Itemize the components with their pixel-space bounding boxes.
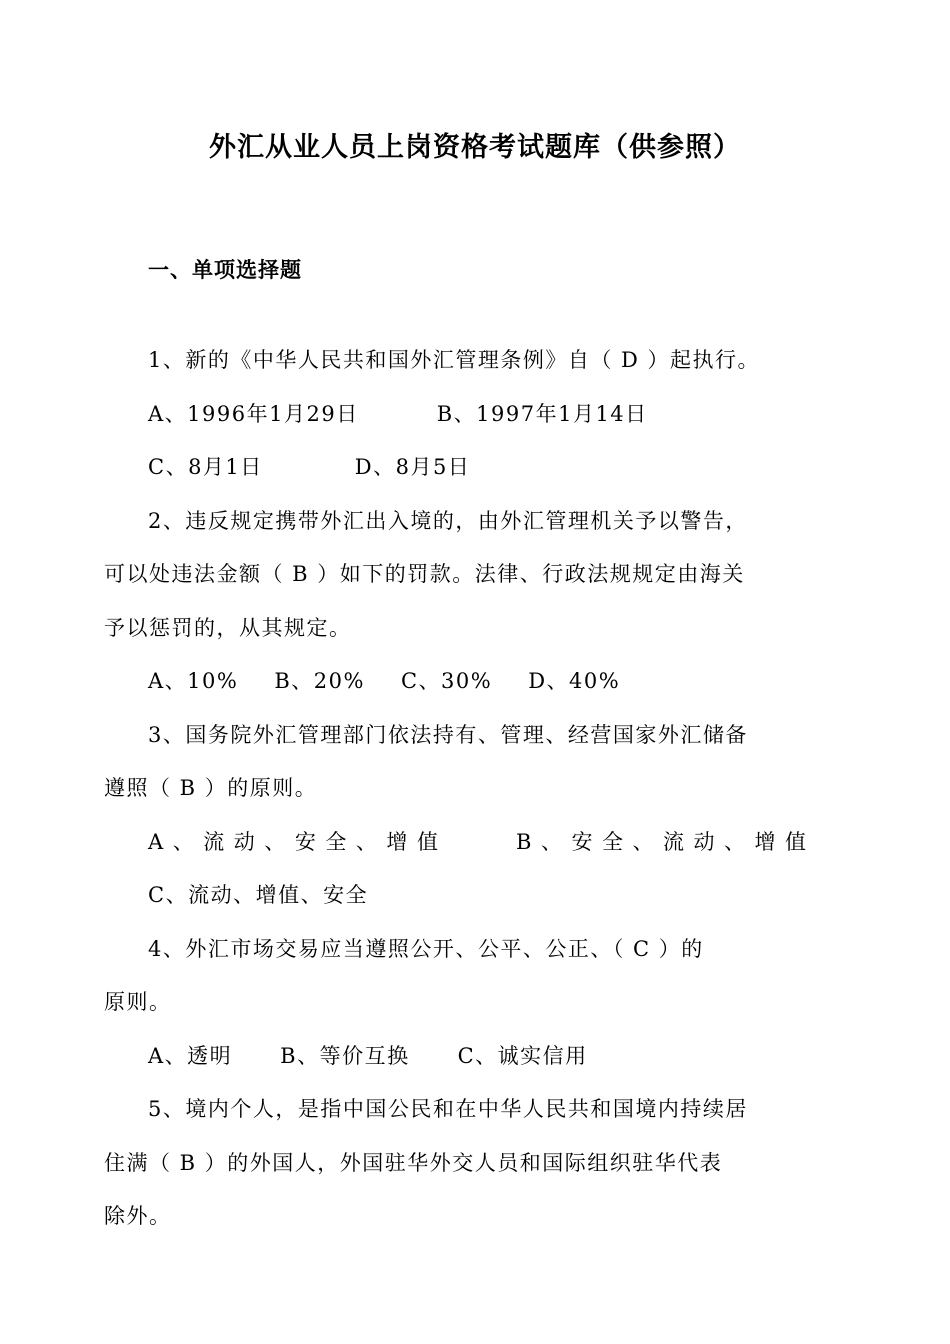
question-2-stem-line-1: 2、违反规定携带外汇出入境的，由外汇管理机关予以警告， [148, 508, 748, 533]
option-token: 流 [662, 829, 684, 854]
question-3-options-ab [104, 816, 806, 870]
option-token: 、 [540, 829, 562, 854]
option-token: 、 [723, 829, 745, 854]
question-3-option-a [148, 816, 438, 870]
option-token: 流 [203, 829, 225, 854]
option-token: 全 [325, 829, 347, 854]
question-5-stem-line-1: 5、境内个人，是指中国公民和在中华人民共和国境内持续居 [148, 1097, 748, 1121]
question-3-option-c: C、流动、增值、安全 [148, 883, 369, 907]
question-3-stem-line-2: 遵照（ B ）的原则。 [104, 776, 318, 800]
question-4-stem-line-2: 原则。 [104, 990, 172, 1014]
option-token: 安 [571, 829, 593, 854]
option-token: 动 [233, 829, 255, 854]
option-token: 值 [416, 829, 438, 854]
question-1-option-c: C、8月1日 [148, 455, 263, 479]
option-token: 增 [386, 829, 408, 854]
question-1-option-a: A、1996年1月29日 [148, 401, 359, 426]
question-5-stem-line-2: 住满（ B ）的外国人，外国驻华外交人员和国际组织驻华代表 [104, 1150, 723, 1175]
question-3-option-b [516, 816, 806, 870]
option-token: 、 [172, 829, 194, 854]
section-heading: 一、单项选择题 [148, 258, 302, 282]
question-4-option-c: C、诚实信用 [457, 1043, 588, 1068]
question-4-option-a: A、透明 [148, 1043, 233, 1068]
question-1-options-row-1 [104, 388, 806, 442]
question-4-options [104, 1030, 806, 1084]
question-2-stem-line-2: 可以处违法金额（ B ）如下的罚款。法律、行政法规规定由海关 [104, 562, 745, 586]
option-token: 、 [632, 829, 654, 854]
question-1-option-d: D、8月5日 [354, 455, 471, 479]
question-5-stem-line-3: 除外。 [104, 1204, 172, 1228]
option-token: 安 [294, 829, 316, 854]
question-list [104, 334, 806, 1244]
option-token: B [516, 829, 532, 854]
question-3-stem-line-1: 3、国务院外汇管理部门依法持有、管理、经营国家外汇储备 [148, 722, 748, 747]
option-token: 增 [754, 829, 776, 854]
question-2-option-a: A、10% [148, 669, 239, 693]
question-2-stem-line-3: 予以惩罚的，从其规定。 [104, 615, 352, 640]
question-2-options [104, 655, 806, 709]
question-1-options-row-2 [104, 441, 806, 495]
question-4-option-b: B、等价互换 [280, 1043, 410, 1068]
question-4-stem-line-1: 4、外汇市场交易应当遵照公开、公平、公正、（ C ）的 [148, 936, 704, 961]
option-token: 、 [355, 829, 377, 854]
question-1-stem: 1、新的《中华人民共和国外汇管理条例》自（ D ）起执行。 [148, 348, 761, 372]
question-2-option-d: D、40% [528, 669, 621, 693]
question-1-option-b: B、1997年1月14日 [436, 401, 648, 426]
document-title: 外汇从业人员上岗资格考试题库（供参照） [209, 132, 741, 163]
question-2-option-c: C、30% [400, 669, 493, 693]
option-token: A [148, 829, 164, 854]
option-token: 全 [601, 829, 623, 854]
question-2-option-b: B、20% [274, 669, 365, 693]
option-token: 动 [693, 829, 715, 854]
option-token: 值 [784, 829, 806, 854]
option-token: 、 [264, 829, 286, 854]
